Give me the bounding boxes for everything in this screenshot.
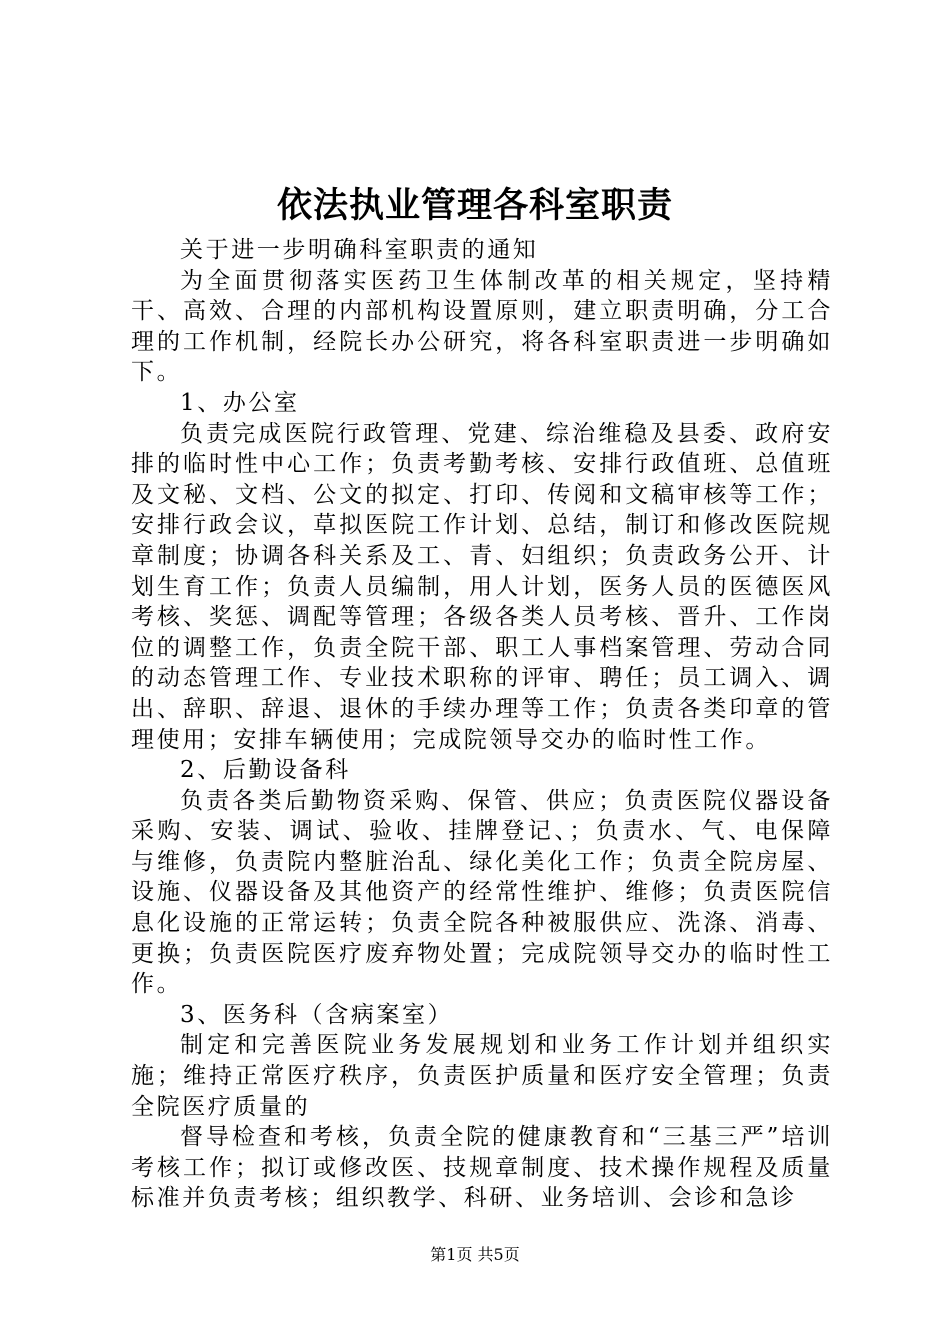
section-body-medical-part2: 督导检查和考核，负责全院的健康教育和“三基三严”培训考核工作；拟订或修改医、技规章制度、技术操作规程及质量标准并负责考核；组织教学、科研、业务培训、会诊和急诊 bbox=[131, 1124, 833, 1212]
section-heading-medical: 3、医务科（含病案室） bbox=[180, 1001, 454, 1028]
intro-paragraph: 为全面贯彻落实医药卫生体制改革的相关规定，坚持精干、高效、合理的内部机构设置原则，建立职责明确，分工合理的工作机制，经院长办公研究，将各科室职责进一步明确如下。 bbox=[131, 267, 833, 386]
section-heading-logistics: 2、后勤设备科 bbox=[180, 757, 351, 784]
document-body bbox=[131, 235, 833, 1214]
page-footer: 第1页 共5页 bbox=[430, 1245, 520, 1264]
notice-heading: 关于进一步明确科室职责的通知 bbox=[180, 237, 539, 263]
section-body-office: 负责完成医院行政管理、党建、综治维稳及县委、政府安排的临时性中心工作；负责考勤考核、安排行政值班、总值班及文秘、文档、公文的拟定、打印、传阅和文稿审核等工作；安排行政会议，草拟医院工作计划、总结，制订和修改医院规章制度；协调各科关系及工、青、妇组织；负责政务公开、计划生育工作；负责人员编制，用人计划，医务人员的医德医风考核、奖惩、调配等管理；各级各类人员考核、晋升、工作岗位的调整工作，负责全院干部、职工人事档案管理、劳动合同的动态管理工作、专业技术职称的评审、聘任；员工调入、调出、辞职、辞退、退休的手续办理等工作；负责各类印章的管理使用；安排车辆使用；完成院领导交办的临时性工作。 bbox=[131, 420, 833, 753]
section-body-medical-part1: 制定和完善医院业务发展规划和业务工作计划并组织实施；维持正常医疗秩序，负责医护质量和医疗安全管理；负责全院医疗质量的 bbox=[131, 1032, 833, 1120]
document-title: 依法执业管理各科室职责 bbox=[276, 185, 673, 226]
section-heading-office: 1、办公室 bbox=[180, 389, 300, 416]
section-body-logistics: 负责各类后勤物资采购、保管、供应；负责医院仪器设备采购、安装、调试、验收、挂牌登记、；负责水、气、电保障与维修，负责院内整脏治乱、绿化美化工作；负责全院房屋、设施、仪器设备及其他资产的经常性维护、维修；负责医院信息化设施的正常运转；负责全院各种被服供应、洗涤、消毒、更换；负责医院医疗废弃物处置；完成院领导交办的临时性工作。 bbox=[131, 787, 833, 998]
